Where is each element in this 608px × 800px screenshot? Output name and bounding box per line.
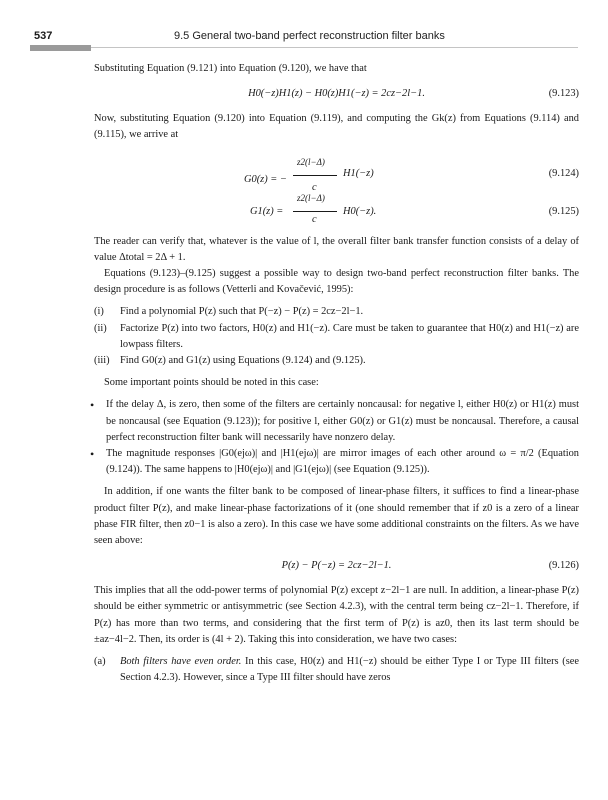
page-number: 537 xyxy=(34,30,53,42)
list-item-label: (i) xyxy=(94,306,104,318)
paragraph-linear-phase: In addition, if one wants the filter bank to be composed of linear-phase filters, it suffices to find a linear-phase product filter P(z), and make linear-phase factorizations of it (one should remember that if z0 is a zero of a linear phase FIR filter, then z0−1 is also a zero). In this case we have some additional constraints on the filters. As we have seen above: xyxy=(94,486,579,547)
header-rule xyxy=(30,47,578,48)
eq3-denominator: c xyxy=(312,213,317,225)
paragraph-important-points: Some important points should be noted in this case: xyxy=(104,377,319,389)
list-item-text: Find a polynomial P(z) such that P(−z) − P(z) = 2cz−2l−1. xyxy=(120,306,364,318)
equation-number: (9.125) xyxy=(548,205,579,217)
list-item-label: (a) xyxy=(94,656,106,668)
list-item-label: (ii) xyxy=(94,322,107,334)
paragraph-odd-power: This implies that all the odd-power terms of polynomial P(z) except z−2l−1 are null. In addition, a linear-phase P(z) should be either symmetric or antisymmetric (see Section 4.2.3), with the central term being cz−2l−1. Therefore, if P(z) has more than two terms, and considering that the first term of P(z) is az0, then its last term should be ±az−4l−2. Then, its order is (4l + 2). Taking this into consideration, we have two cases: xyxy=(94,585,579,645)
list-item xyxy=(94,353,579,369)
list-item xyxy=(90,446,579,478)
running-section-title: 9.5 General two-band perfect reconstruction filter banks xyxy=(174,30,445,42)
case-a-text: In this case, H0(z) and H1(−z) should be either Type I or Type III filters (see Section 4.2.3). However, since a Type III filter should have zeros xyxy=(120,656,579,684)
eq3-lhs: G1(z) = xyxy=(250,205,284,217)
eq2-denominator: c xyxy=(312,181,317,193)
case-a-item xyxy=(94,654,579,686)
page-body xyxy=(90,61,579,686)
equation-text: H0(−z)H1(z) − H0(z)H1(−z) = 2cz−2l−1. xyxy=(248,88,425,100)
equation-number: (9.124) xyxy=(548,167,579,179)
equation-number: (9.123) xyxy=(548,88,579,100)
header-tab-marker xyxy=(30,45,91,51)
eq3-numerator: z2(l−Δ) xyxy=(297,192,325,203)
bullet-list xyxy=(90,397,579,478)
list-item xyxy=(90,397,579,446)
list-item-text: Factorize P(z) into two factors, H0(z) and H1(−z). Care must be taken to guarantee that H0(z) and H1(−z) are lowpass filters. xyxy=(120,322,579,350)
equation-9-123 xyxy=(94,83,579,105)
equations-9-124-9-125 xyxy=(94,148,579,226)
paragraph-design-procedure: Equations (9.123)–(9.125) suggest a possible way to design two-band perfect reconstruction filter banks. The design procedure is as follows (Vetterli and Kovačević, 1995): xyxy=(94,268,579,296)
equation-number: (9.126) xyxy=(548,560,579,572)
eq2-fraction-bar xyxy=(293,175,337,176)
list-item xyxy=(94,304,579,320)
list-item-text: If the delay Δ, is zero, then some of the filters are certainly noncausal: for negative l, either H0(z) or H1(z) must be noncausal (see Equation (9.123)); for positive l, either G0(z) or G1(z) must be noncausal. Therefore, a causal perfect reconstruction filter bank will necessarily have nonzero delay. xyxy=(106,399,579,443)
equation-text: P(z) − P(−z) = 2cz−2l−1. xyxy=(281,560,392,572)
list-item-text: Find G0(z) and G1(z) using Equations (9.124) and (9.125). xyxy=(120,355,366,367)
eq2-numerator: z2(l−Δ) xyxy=(297,156,325,167)
list-item xyxy=(94,321,579,353)
eq3-rhs: H0(−z). xyxy=(343,205,377,217)
bullet-icon: • xyxy=(90,398,95,413)
eq2-lhs: G0(z) = − xyxy=(244,173,287,185)
page-header xyxy=(0,0,608,56)
eq2-rhs: H1(−z) xyxy=(343,167,374,179)
equation-9-126 xyxy=(94,555,579,577)
design-steps-list xyxy=(94,304,579,369)
list-item-label: (iii) xyxy=(94,355,110,367)
paragraph-now-substituting: Now, substituting Equation (9.120) into Equation (9.119), and computing the Gk(z) from Equations (9.114) and (9.115), we arrive at xyxy=(94,113,579,141)
bullet-icon: • xyxy=(90,447,95,462)
paragraph-reader-verify: The reader can verify that, whatever is the value of l, the overall filter bank transfer function consists of a delay of value Δtotal = 2Δ + 1. xyxy=(94,235,579,263)
case-a-title: Both filters have even order. xyxy=(120,656,242,668)
paragraph-substituting: Substituting Equation (9.121) into Equation (9.120), we have that xyxy=(94,63,367,74)
list-item-text: The magnitude responses |G0(ejω)| and |H1(ejω)| are mirror images of each other around ω = π/2 (Equation (9.124)). The same happens to |H0(ejω)| and |G1(ejω)| (see Equation (9.125)). xyxy=(106,448,579,476)
